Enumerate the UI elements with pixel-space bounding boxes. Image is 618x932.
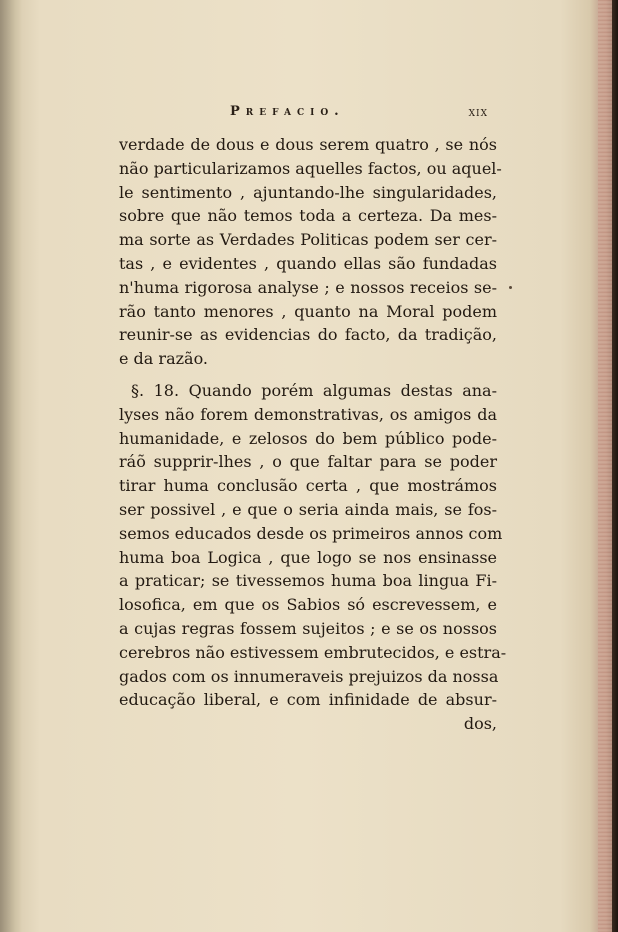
text-line: verdade de dous e dous serem quatro , se nós <box>119 135 497 154</box>
text-line: rão tanto menores , quanto na Moral podem <box>119 301 497 321</box>
running-title: Prefacio. <box>230 104 345 119</box>
text-line: tirar huma conclusão certa , que mostrámos <box>119 476 497 496</box>
text-line: n'huma rigorosa analyse ; e nossos receios se- <box>119 277 497 297</box>
text-line: sobre que não temos toda a certeza. Da mes- <box>119 206 497 226</box>
text-line: reunir-se as evidencias do facto, da tradição, <box>119 325 497 345</box>
text-line: lyses não forem demonstrativas, os amigos da <box>119 404 497 424</box>
text-line: gados com os innumeraveis prejuizos da nossa <box>119 666 499 686</box>
text-line: educação liberal, e com infinidade de absur- <box>119 690 497 710</box>
page-edge <box>598 0 612 932</box>
text-line: tas , e evidentes , quando ellas são fundadas <box>119 253 497 273</box>
page-number: xix <box>468 105 488 120</box>
text-line: humanidade, e zelosos do bem público pode- <box>119 428 497 448</box>
text-line: não particularizamos aquelles factos, ou aquel- <box>119 158 502 178</box>
ink-mark <box>509 286 512 289</box>
text-line: a praticar; se tivessemos huma boa lingua Fi- <box>119 571 497 591</box>
text-line: ser possivel , e que o seria ainda mais, se fos- <box>119 499 497 519</box>
page-header <box>230 104 488 128</box>
text-line: losofica, em que os Sabios só escrevessem, e <box>119 595 497 615</box>
section-heading-line: §. 18. Quando porém algumas destas ana- <box>131 380 497 400</box>
text-line: ma sorte as Verdades Politicas podem ser cer- <box>119 230 497 250</box>
text-line: e da razão. <box>119 349 209 369</box>
body-text <box>119 133 507 736</box>
text-line: semos educados desde os primeiros annos com <box>119 523 503 543</box>
text-line: huma boa Logica , que logo se nos ensinasse <box>119 547 497 567</box>
text-line: le sentimento , ajuntando-lhe singularidades, <box>119 182 497 202</box>
text-line: ráõ supprir-lhes , o que faltar para se poder <box>119 452 497 472</box>
catchword: dos, <box>463 714 497 734</box>
binding-gutter <box>0 0 22 932</box>
text-line: cerebros não estivessem embrutecidos, e estra- <box>119 642 507 662</box>
text-line: a cujas regras fossem sujeitos ; e se os nossos <box>119 618 497 638</box>
